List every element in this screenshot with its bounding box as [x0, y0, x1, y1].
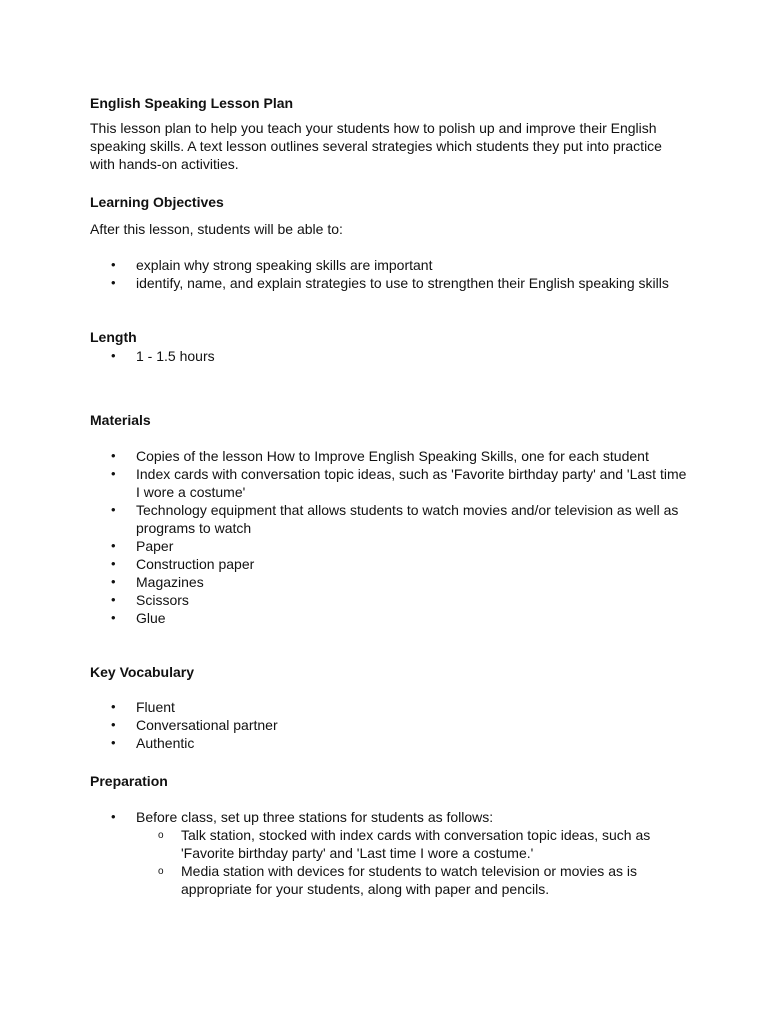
list-item: • Paper — [90, 537, 690, 555]
objectives-list — [90, 256, 690, 292]
vocabulary-heading: Key Vocabulary — [90, 664, 195, 680]
objectives-heading: Learning Objectives — [90, 194, 224, 210]
list-item: • Technology equipment that allows students to watch movies and/or television as well as programs to watch — [90, 501, 690, 537]
list-item: • identify, name, and explain strategies to use to strengthen their English speaking skills — [90, 274, 690, 292]
preparation-heading: Preparation — [90, 773, 168, 789]
length-list — [90, 347, 690, 365]
materials-list — [90, 447, 690, 627]
intro-paragraph: This lesson plan to help you teach your students how to polish up and improve their English speaking skills. A text lesson outlines several strategies which students they put into practice with hands-on activities. — [90, 120, 662, 172]
list-item: • Scissors — [90, 591, 690, 609]
vocabulary-list — [90, 698, 690, 752]
length-heading: Length — [90, 329, 137, 345]
list-item: • Before class, set up three stations for students as follows: — [90, 808, 690, 826]
list-item: • Construction paper — [90, 555, 690, 573]
list-item: • explain why strong speaking skills are important — [90, 256, 690, 274]
preparation-sublist — [90, 826, 690, 898]
list-item: • Copies of the lesson How to Improve English Speaking Skills, one for each student — [90, 447, 690, 465]
materials-heading: Materials — [90, 412, 151, 428]
list-item: • Authentic — [90, 734, 690, 752]
list-item: • Index cards with conversation topic ideas, such as 'Favorite birthday party' and 'Last time I wore a costume' — [90, 465, 690, 501]
list-item: • Magazines — [90, 573, 690, 591]
preparation-list — [90, 808, 690, 826]
list-item: • 1 - 1.5 hours — [90, 347, 690, 365]
sub-list-item: o Media station with devices for students to watch television or movies as is appropriate for your students, along with paper and pencils. — [90, 862, 690, 898]
document-title: English Speaking Lesson Plan — [90, 95, 294, 111]
sub-list-item: o Talk station, stocked with index cards with conversation topic ideas, such as 'Favorite birthday party' and 'Last time I wore a costume.' — [90, 826, 690, 862]
list-item: • Glue — [90, 609, 690, 627]
objectives-lead: After this lesson, students will be able to: — [90, 221, 343, 237]
list-item: • Conversational partner — [90, 716, 690, 734]
list-item: • Fluent — [90, 698, 690, 716]
